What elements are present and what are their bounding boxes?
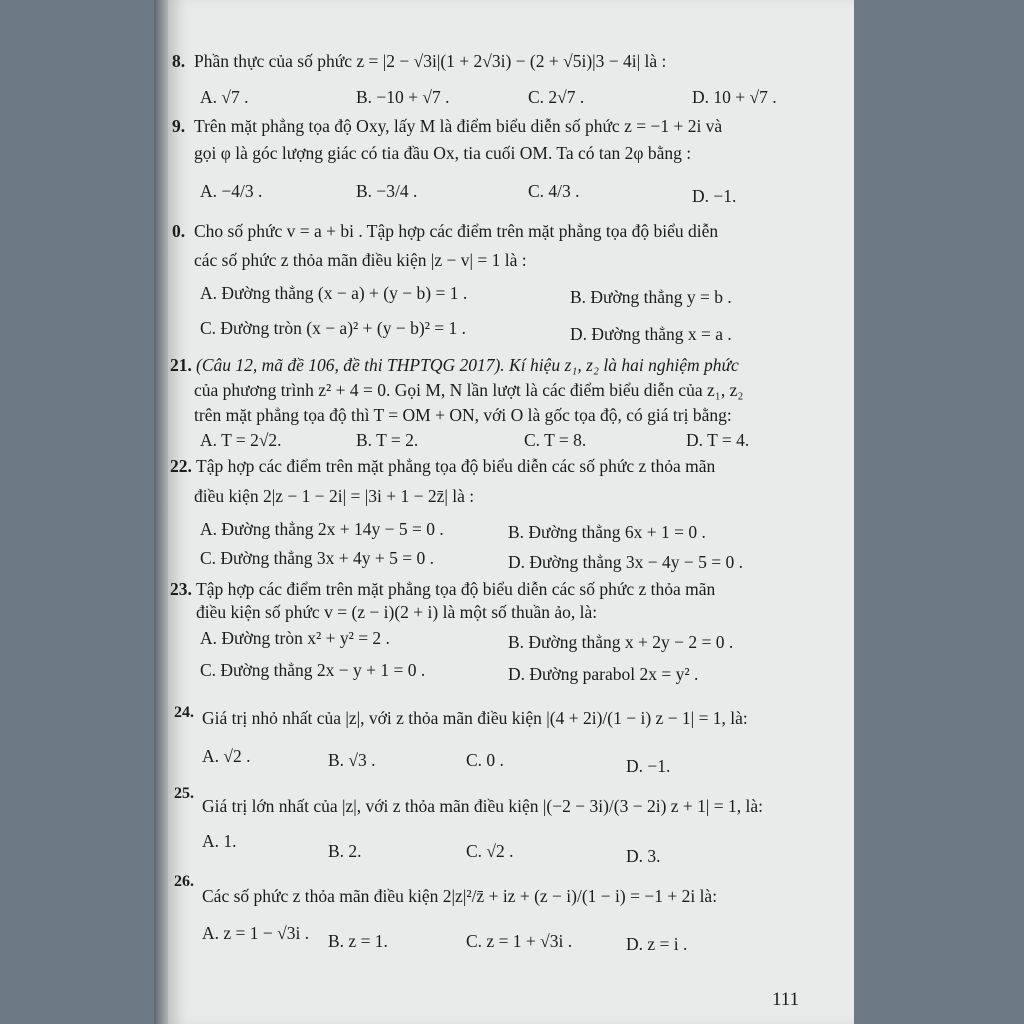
option-b: B. Đường thẳng 6x + 1 = 0 . bbox=[508, 522, 706, 542]
question-stem: Trên mặt phẳng tọa độ Oxy, lấy M là điểm biểu diễn số phức z = −1 + 2i và bbox=[194, 116, 723, 136]
option-b: B. 2. bbox=[328, 841, 362, 861]
option-a: A. √2 . bbox=[202, 746, 251, 766]
question-stem: điều kiện số phức v = (z − i)(2 + i) là một số thuần ảo, là: bbox=[196, 602, 598, 622]
option-a: A. Đường thẳng (x − a) + (y − b) = 1 . bbox=[200, 283, 468, 303]
question-number: 26. bbox=[174, 873, 194, 890]
option-c: C. 4/3 . bbox=[528, 181, 580, 201]
option-d: D. 3. bbox=[626, 846, 661, 866]
option-b: B. −10 + √7 . bbox=[356, 87, 450, 107]
option-d: D. Đường thẳng x = a . bbox=[570, 324, 732, 344]
option-c: C. Đường thẳng 3x + 4y + 5 = 0 . bbox=[200, 548, 435, 568]
option-d: D. Đường thẳng 3x − 4y − 5 = 0 . bbox=[508, 552, 744, 572]
question-stem: gọi φ là góc lượng giác có tia đầu Ox, tia cuối OM. Ta có tan 2φ bằng : bbox=[194, 143, 692, 163]
option-d: D. Đường parabol 2x = y² . bbox=[508, 664, 699, 684]
question-stem: Tập hợp các điểm trên mặt phẳng tọa độ biểu diễn các số phức z thỏa mãn bbox=[196, 579, 716, 599]
question-stem: điều kiện 2|z − 1 − 2i| = |3i + 1 − 2z̄| là : bbox=[194, 486, 475, 506]
question-number: 0. bbox=[172, 221, 186, 241]
question-stem: Phần thực của số phức z = |2 − √3i|(1 + 2√3i) − (2 + √5i)|3 − 4i| là : bbox=[194, 51, 667, 71]
question-stem: Tập hợp các điểm trên mặt phẳng tọa độ biểu diễn các số phức z thỏa mãn bbox=[196, 456, 716, 476]
option-b: B. T = 2. bbox=[356, 430, 419, 450]
option-b: B. √3 . bbox=[328, 750, 376, 770]
option-d: D. z = i . bbox=[626, 934, 688, 954]
option-b: B. z = 1. bbox=[328, 931, 388, 951]
option-d: D. −1. bbox=[692, 186, 737, 206]
option-d: D. T = 4. bbox=[686, 430, 750, 450]
option-b: B. Đường thẳng y = b . bbox=[570, 287, 732, 307]
option-d: D. −1. bbox=[626, 756, 671, 776]
option-c: C. √2 . bbox=[466, 841, 514, 861]
option-b: B. −3/4 . bbox=[356, 181, 418, 201]
option-c: C. 2√7 . bbox=[528, 87, 585, 107]
question-number: 8. bbox=[172, 51, 186, 71]
question-stem: (Câu 12, mã đề 106, đề thi THPTQG 2017). Kí hiệu z₁, z₂ là hai nghiệm phức bbox=[196, 355, 739, 375]
question-number: 21. bbox=[170, 355, 192, 375]
option-a: A. 1. bbox=[202, 831, 237, 851]
option-a: A. Đường tròn x² + y² = 2 . bbox=[200, 628, 390, 648]
question-stem: của phương trình z² + 4 = 0. Gọi M, N lần lượt là các điểm biểu diễn của z₁, z₂ bbox=[194, 380, 744, 400]
option-a: A. √7 . bbox=[200, 87, 249, 107]
question-number: 9. bbox=[172, 116, 186, 136]
option-a: A. Đường thẳng 2x + 14y − 5 = 0 . bbox=[200, 519, 444, 539]
option-a: A. −4/3 . bbox=[200, 181, 263, 201]
option-c: C. Đường thẳng 2x − y + 1 = 0 . bbox=[200, 660, 426, 680]
question-number: 23. bbox=[170, 579, 192, 599]
page-number: 111 bbox=[772, 989, 800, 1010]
question-stem: Cho số phức v = a + bi . Tập hợp các điểm trên mặt phẳng tọa độ biểu diễn bbox=[194, 221, 719, 241]
option-c: C. Đường tròn (x − a)² + (y − b)² = 1 . bbox=[200, 318, 467, 338]
option-c: C. z = 1 + √3i . bbox=[466, 931, 573, 951]
option-a: A. z = 1 − √3i . bbox=[202, 923, 310, 943]
question-stem: Các số phức z thỏa mãn điều kiện 2|z|²/z̄ + iz + (z − i)/(1 − i) = −1 + 2i là: bbox=[202, 886, 718, 906]
question-stem: Giá trị lớn nhất của |z|, với z thỏa mãn điều kiện |(−2 − 3i)/(3 − 2i) z + 1| = 1, là: bbox=[202, 796, 764, 816]
question-number: 25. bbox=[174, 785, 194, 802]
option-b: B. Đường thẳng x + 2y − 2 = 0 . bbox=[508, 632, 734, 652]
question-stem: trên mặt phẳng tọa độ thì T = OM + ON, với O là gốc tọa độ, có giá trị bằng: bbox=[194, 405, 732, 425]
question-stem: Giá trị nhỏ nhất của |z|, với z thỏa mãn điều kiện |(4 + 2i)/(1 − i) z − 1| = 1, là: bbox=[202, 708, 748, 728]
question-number: 24. bbox=[174, 704, 194, 721]
option-a: A. T = 2√2. bbox=[200, 430, 282, 450]
option-c: C. T = 8. bbox=[524, 430, 587, 450]
option-d: D. 10 + √7 . bbox=[692, 87, 777, 107]
question-number: 22. bbox=[170, 456, 192, 476]
option-c: C. 0 . bbox=[466, 750, 504, 770]
question-stem: các số phức z thỏa mãn điều kiện |z − v| = 1 là : bbox=[194, 250, 527, 270]
